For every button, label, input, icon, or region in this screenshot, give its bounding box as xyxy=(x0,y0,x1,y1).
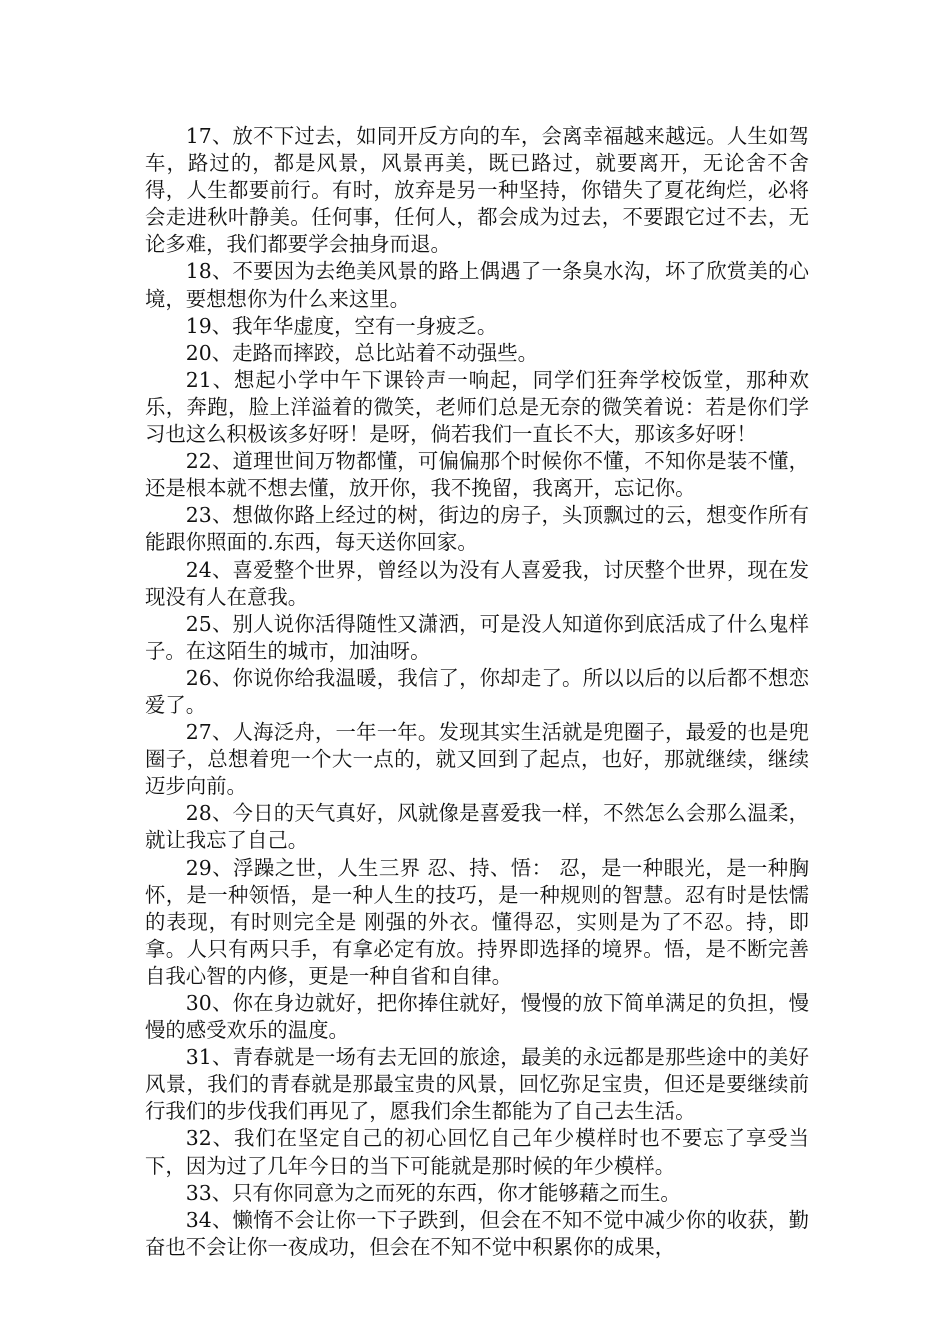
paragraph-18: 18、不要因为去绝美风景的路上偶遇了一条臭水沟，坏了欣赏美的心境，要想想你为什么来这里。 xyxy=(145,259,809,311)
paragraph-23: 23、想做你路上经过的树，街边的房子，头顶飘过的云，想变作所有能跟你照面的.东西，每天送你回家。 xyxy=(145,503,809,555)
paragraph-20: 20、走路而摔跤，总比站着不动强些。 xyxy=(185,340,538,365)
paragraph-26: 26、你说你给我温暖，我信了，你却走了。所以以后的以后都不想恋爱了。 xyxy=(145,665,809,717)
paragraph-31: 31、青春就是一场有去无回的旅途，最美的永远都是那些途中的美好风景，我们的青春就是那最宝贵的风景，回忆弥足宝贵，但还是要继续前行我们的步伐我们再见了，愿我们余生都能为了自己去生活。 xyxy=(145,1045,809,1124)
paragraph-25: 25、别人说你活得随性又潇洒，可是没人知道你到底活成了什么鬼样子。在这陌生的城市，加油呀。 xyxy=(145,611,809,663)
paragraph-32: 32、我们在坚定自己的初心回忆自己年少模样时也不要忘了享受当下，因为过了几年今日的当下可能就是那时候的年少模样。 xyxy=(145,1126,809,1178)
paragraph-24: 24、喜爱整个世界，曾经以为没有人喜爱我，讨厌整个世界，现在发现没有人在意我。 xyxy=(145,557,809,609)
document-body xyxy=(145,123,809,1261)
paragraph-29: 29、浮躁之世，人生三界 忍、持、悟： 忍，是一种眼光，是一种胸怀，是一种领悟，是一种人生的技巧，是一种规则的智慧。忍有时是怯懦的表现，有时则完全是 刚强的外衣。懂得忍，实则是为了不忍。持，即拿。人只有两只手，有拿必定有放。持界即选择的境界。悟，是不断完善自我心智的内修，更是一种自省和自律。 xyxy=(145,855,809,988)
paragraph-19: 19、我年华虚度，空有一身疲乏。 xyxy=(185,313,498,338)
paragraph-33: 33、只有你同意为之而死的东西，你才能够藉之而生。 xyxy=(185,1180,681,1205)
paragraph-30: 30、你在身边就好，把你捧住就好，慢慢的放下简单满足的负担，慢慢的感受欢乐的温度。 xyxy=(145,991,809,1043)
paragraph-21: 21、想起小学中午下课铃声一响起，同学们狂奔学校饭堂，那种欢乐，奔跑，脸上洋溢着的微笑，老师们总是无奈的微笑着说：若是你们学习也这么积极该多好呀！是呀，倘若我们一直长不大，那该多好呀！ xyxy=(145,367,809,447)
paragraph-34: 34、懒惰不会让你一下子跌到，但会在不知不觉中减少你的收获，勤奋也不会让你一夜成功，但会在不知不觉中积累你的成果， xyxy=(145,1207,809,1259)
paragraph-22: 22、道理世间万物都懂，可偏偏那个时候你不懂，不知你是装不懂，还是根本就不想去懂，放开你，我不挽留，我离开，忘记你。 xyxy=(145,449,809,501)
paragraph-27: 27、人海泛舟，一年一年。发现其实生活就是兜圈子，最爱的也是兜圈子，总想着兜一个大一点的，就又回到了起点，也好，那就继续，继续迈步向前。 xyxy=(145,720,809,799)
paragraph-17: 17、放不下过去，如同开反方向的车，会离幸福越来越远。人生如驾车，路过的，都是风景，风景再美，既已路过，就要离开，无论舍不舍得，人生都要前行。有时，放弃是另一种坚持，你错失了夏花绚烂，必将会走进秋叶静美。任何事，任何人，都会成为过去，不要跟它过不去，无论多难，我们都要学会抽身而退。 xyxy=(145,124,809,257)
paragraph-28: 28、今日的天气真好，风就像是喜爱我一样，不然怎么会那么温柔，就让我忘了自己。 xyxy=(145,801,809,853)
